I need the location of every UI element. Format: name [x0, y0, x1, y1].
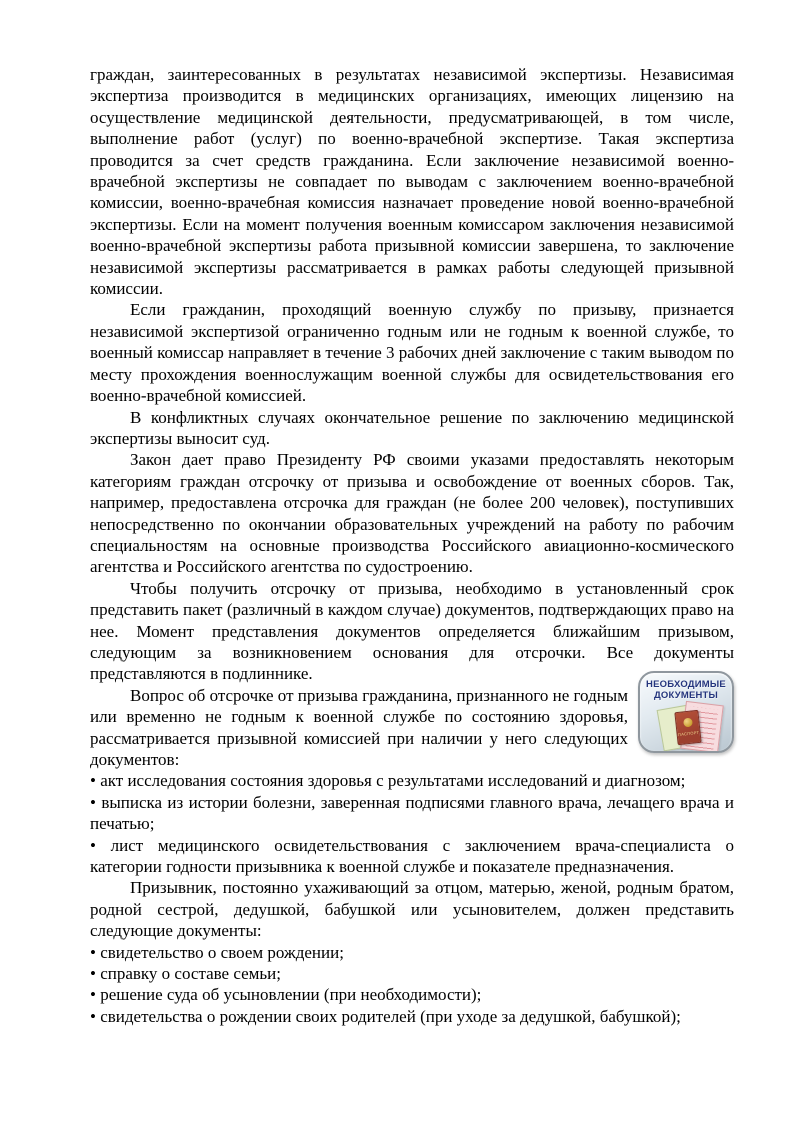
required-documents-image	[638, 671, 734, 753]
document-content	[90, 64, 734, 1027]
required-documents-title-line1: НЕОБХОДИМЫЕ	[646, 678, 726, 690]
documents-illustration	[653, 703, 723, 751]
paragraph-conscript-expertise-result: Если гражданин, проходящий военную службу по призыву, признается независимой экспертизой ограниченно годным или не годным к военной службе, то военный комиссар направляет в течение 3 рабочих дней заключение с таким выводом по месту прохождения военнослужащим военной службы для освидетельствования его военно-врачебной комиссией.	[90, 300, 734, 406]
paragraph-deferral-documents: Чтобы получить отсрочку от призыва, необходимо в установленный срок представить пакет (различный в каждом случае) документов, подтверждающих право на нее. Момент представления документов определяется ближайшим призывом, следующим за возникновением основания для отсрочки. Все документы представляются в подлиннике.	[90, 578, 734, 684]
paragraph-independent-expertise: граждан, заинтересованных в результатах независимой экспертизы. Независимая экспертиза производится в медицинских организациях, имеющих лицензию на осуществление медицинской деятельности, предусматривающей, в том числе, выполнение работ (услуг) по военно-врачебной экспертизе. Такая экспертиза проводится за счет средств гражданина. Если заключение независимой военно-врачебной экспертизы не совпадает по выводам с заключением военно-врачебной комиссии, военно-врачебная комиссия назначает проведение новой военно-врачебной экспертизы. Если на момент получения военным комиссаром заключения независимой военно-врачебной экспертизы работа призывной комиссии завершена, то заключение независимой экспертизы рассматривается в рамках работы следующей призывной комиссии.	[90, 65, 734, 299]
health-document-item: • выписка из истории болезни, заверенная подписями главного врача, лечащего врача и печатью;	[90, 792, 734, 835]
paragraph-president-decrees: Закон дает право Президенту РФ своими указами предоставлять некоторым категориям граждан отсрочку от призыва и освобождение от военных сборов. Так, например, предоставлена отсрочка для граждан (не более 200 человек), поступивших непосредственно по окончании образовательных учреждений на работу по рабочим специальностям на основные производства Российского авиационно-космического агентства и Российского агентства по судостроению.	[90, 450, 734, 577]
paragraph-court-decision: В конфликтных случаях окончательное решение по заключению медицинской экспертизы выносит суд.	[90, 407, 734, 448]
caregiver-document-item: • справку о составе семьи;	[90, 963, 734, 984]
caregiver-document-item: • свидетельства о рождении своих родителей (при уходе за дедушкой, бабушкой);	[90, 1006, 734, 1027]
required-documents-title-line2: ДОКУМЕНТЫ	[653, 689, 719, 701]
paragraph-caregiver: Призывник, постоянно ухаживающий за отцом, матерью, женой, родным братом, родной сестрой, дедушкой, бабушкой или усыновителем, должен представить следующие документы:	[90, 878, 734, 941]
caregiver-document-item: • решение суда об усыновлении (при необходимости);	[90, 984, 734, 1005]
passport-icon	[674, 710, 701, 745]
passport-label: ПАСПОРТ	[677, 729, 700, 737]
passport-emblem-icon	[683, 717, 693, 727]
required-documents-title	[640, 679, 732, 701]
health-document-item: • акт исследования состояния здоровья с результатами исследований и диагнозом;	[90, 770, 734, 791]
caregiver-document-item: • свидетельство о своем рождении;	[90, 942, 734, 963]
health-document-item: • лист медицинского освидетельствования с заключением врача-специалиста о категории годности призывника к военной службе и показателе предназначения.	[90, 835, 734, 878]
paragraph-health-deferral: Вопрос об отсрочке от призыва гражданина, признанного не годным или временно не годным к военной службе по состоянию здоровья, рассматривается призывной комиссией при наличии у него следующих документов:	[90, 685, 628, 769]
